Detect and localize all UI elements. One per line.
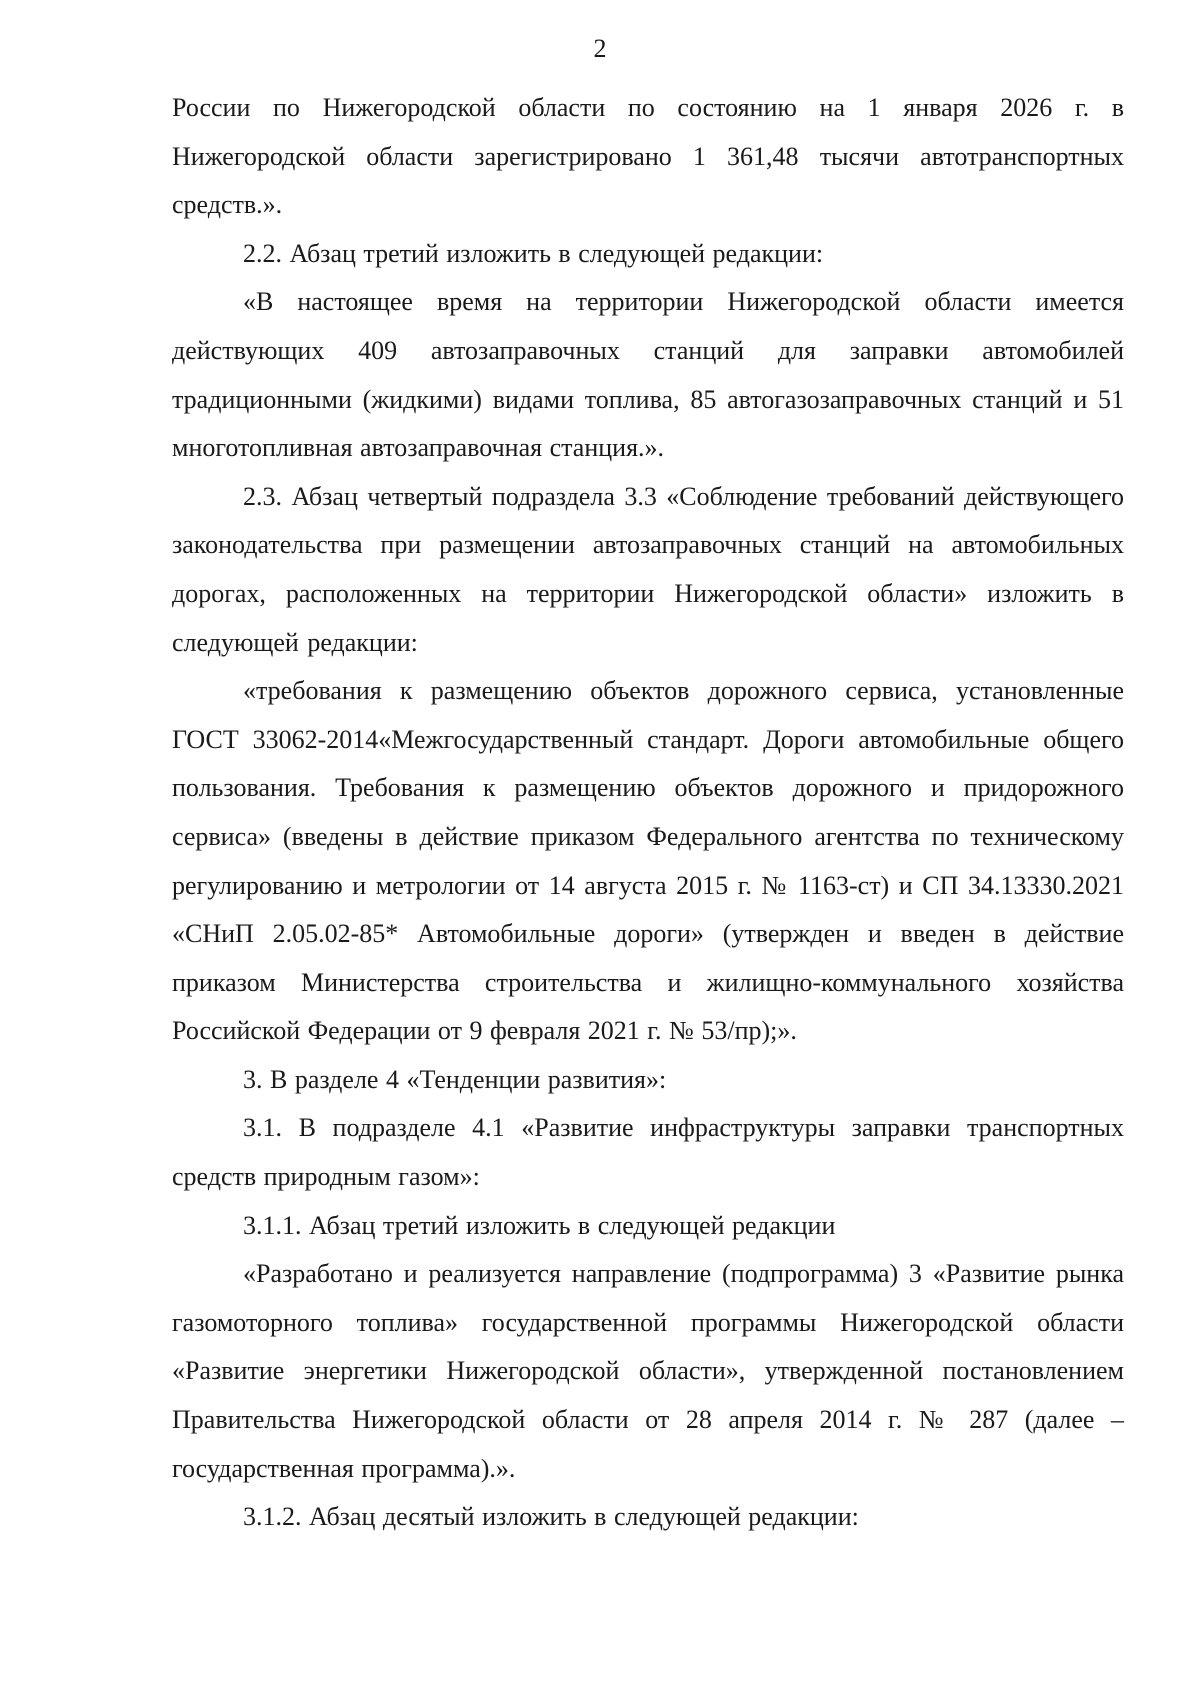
paragraph-2-3-heading: 2.3. Абзац четвертый подраздела 3.3 «Соблюдение требований действующего законодательства при размещении автозаправочных станций на автомобильных дорогах, расположенных на территории Нижегородской области» изложить в следующей редакции: [172, 481, 1124, 657]
paragraph-3-1-heading: 3.1. В подразделе 4.1 «Развитие инфраструктуры заправки транспортных средств природным газом»: [172, 1113, 1124, 1192]
paragraph-2-3-text: «требования к размещению объектов дорожного сервиса, установленные ГОСТ 33062-2014«Межгосударственный стандарт. Дороги автомобильные общего пользования. Требования к размещению объектов дорожного и придорожного сервиса» (введены в действие приказом Федерального агентства по техническому регулированию и метрологии от 14 августа 2015 г. № 1163-ст) и СП 34.13330.2021 «СНиП 2.05.02-85* Автомобильные дороги» (утвержден и введен в действие приказом Министерства строительства и жилищно-коммунального хозяйства Российской Федерации от 9 февраля 2021 г. № 53/пр);». [172, 676, 1124, 1046]
paragraph-3-1-1-text: «Разработано и реализуется направление (подпрограмма) 3 «Развитие рынка газомоторного топлива» государственной программы Нижегородской области «Развитие энергетики Нижегородской области», утвержденной постановлением Правительства Нижегородской области от 28 апреля 2014 г. № 287 (далее – государственная программа).». [172, 1259, 1124, 1483]
paragraph-2-2-text: «В настоящее время на территории Нижегородской области имеется действующих 409 автозаправочных станций для заправки автомобилей традиционными (жидкими) видами топлива, 85 автогазозаправочных станций и 51 многотопливная автозаправочная станция.». [172, 287, 1124, 463]
document-body [172, 84, 1124, 1542]
paragraph-3-1-2-heading: 3.1.2. Абзац десятый изложить в следующей редакции: [243, 1502, 859, 1532]
page-number: 2 [593, 34, 607, 63]
paragraph-3-1-1-heading: 3.1.1. Абзац третий изложить в следующей редакции [243, 1210, 836, 1240]
paragraph-3-heading: 3. В разделе 4 «Тенденции развития»: [243, 1064, 667, 1094]
paragraph-continuation: России по Нижегородской области по состоянию на 1 января 2026 г. в Нижегородской области зарегистрировано 1 361,48 тысячи автотранспортных средств.». [172, 93, 1124, 220]
paragraph-2-2-heading: 2.2. Абзац третий изложить в следующей редакции: [243, 238, 824, 268]
